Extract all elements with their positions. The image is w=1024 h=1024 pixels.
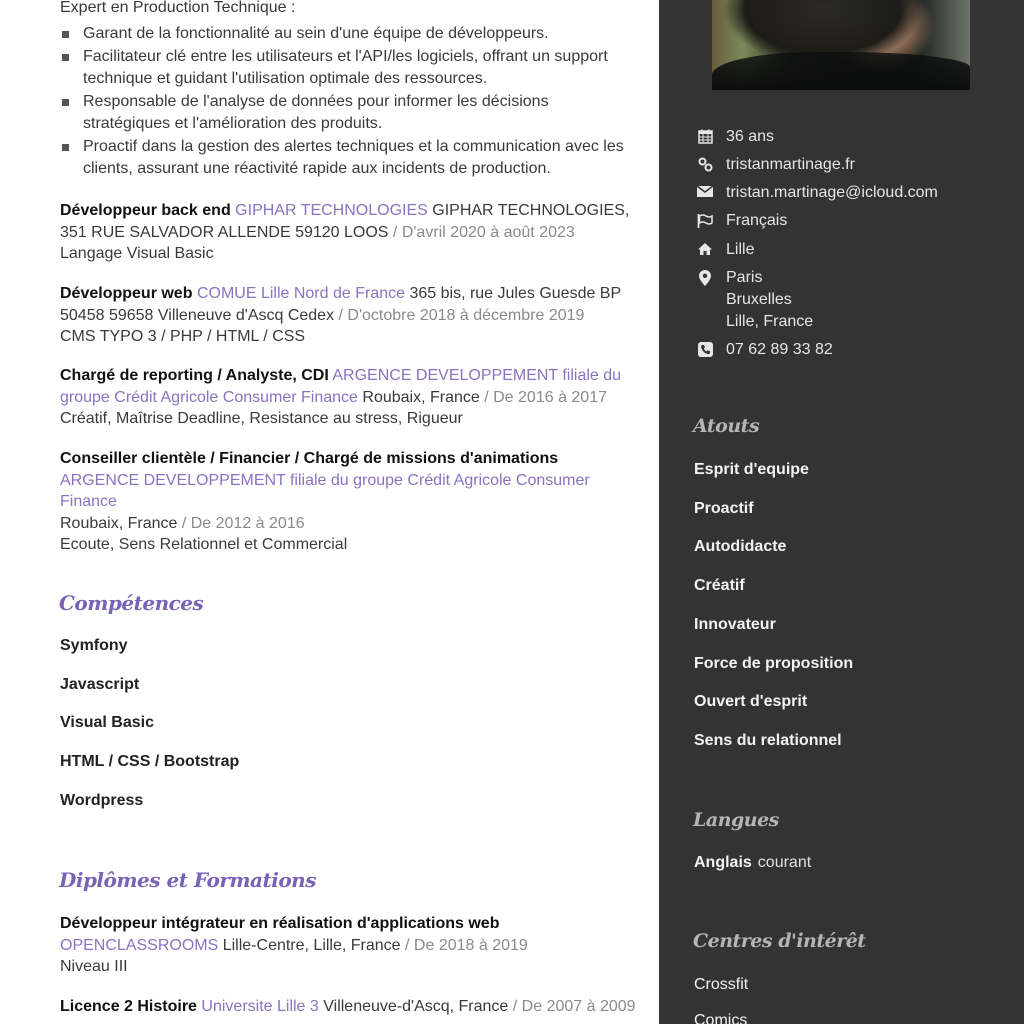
job-details: CMS TYPO 3 / PHP / HTML / CSS: [60, 328, 306, 345]
profile-photo: [712, 0, 970, 90]
square-bullet-icon: [62, 144, 69, 151]
atout-item: Esprit d'equipe: [694, 461, 809, 478]
language-item: [694, 854, 811, 872]
job-details: Ecoute, Sens Relationnel et Commercial: [60, 536, 348, 553]
job-org-link[interactable]: GIPHAR TECHNOLOGIES: [235, 202, 428, 219]
phone-icon: [697, 342, 713, 358]
job-org-link[interactable]: COMUE Lille Nord de France: [196, 285, 406, 302]
job-location: GIPHAR TECHNOLOGIES, 351 RUE SALVADOR ALLENDE 59120 LOOS: [60, 202, 630, 241]
language-level: courant: [757, 854, 812, 871]
school-link[interactable]: Universite Lille 3: [201, 998, 319, 1015]
experience-item: [60, 283, 640, 348]
skills-section-title: Compétences: [59, 591, 204, 615]
skill-item: Visual Basic: [60, 714, 154, 731]
job-details: Langage Visual Basic: [60, 245, 214, 262]
atout-item: Proactif: [694, 500, 754, 517]
square-bullet-icon: [62, 31, 69, 38]
contact-locations: [697, 267, 997, 337]
experience-item: [60, 365, 640, 430]
map-marker-icon: [697, 270, 713, 286]
intro-bullet: Responsable de l'analyse de données pour informer les décisions stratégiques et l'amélioration des produits.: [60, 91, 640, 136]
flag-icon: [697, 213, 713, 229]
langues-section-title: Langues: [693, 809, 779, 831]
degree-details: Niveau III: [60, 958, 128, 975]
job-org-link[interactable]: ARGENCE DEVELOPPEMENT filiale du groupe Crédit Agricole Consumer Finance: [60, 471, 590, 510]
intro-bullet: Proactif dans la gestion des alertes techniques et la communication avec les clients, assurant une réactivité rapide aux incidents de production.: [60, 136, 640, 181]
intro-bullet: Facilitateur clé entre les utilisateurs et l'API/les logiciels, offrant un support technique et guidant l'utilisation optimale des ressources.: [60, 46, 640, 91]
location-item: Bruxelles: [726, 291, 792, 308]
education-section-title: Diplômes et Formations: [59, 868, 316, 892]
degree-date: / De 2018 à 2019: [405, 936, 528, 954]
job-date: / D'octobre 2018 à décembre 2019: [338, 306, 585, 324]
job-location: 365 bis, rue Jules Guesde BP 50458 59658 Villeneuve d'Ascq Cedex: [60, 285, 621, 324]
skill-item: Wordpress: [60, 792, 144, 809]
interest-item: Crossfit: [694, 976, 749, 993]
school-location: Villeneuve-d'Ascq, France: [323, 998, 509, 1015]
location-item: Lille, France: [726, 313, 814, 330]
skill-item: HTML / CSS / Bootstrap: [60, 753, 240, 770]
skill-item: Symfony: [60, 637, 128, 654]
interets-section-title: Centres d'intérêt: [693, 930, 866, 952]
job-title: Développeur back end: [60, 202, 231, 219]
calendar-icon: [697, 129, 713, 145]
interest-item: Comics: [694, 1012, 748, 1024]
degree-date: / De 2007 à 2009: [512, 998, 636, 1015]
atouts-section-title: Atouts: [693, 415, 760, 437]
experience-item: [60, 448, 640, 556]
school-location: Lille-Centre, Lille, France: [222, 936, 401, 954]
school-link[interactable]: OPENCLASSROOMS: [60, 936, 219, 954]
education-item: [60, 996, 640, 1018]
education-item: [60, 913, 640, 978]
language-name: Anglais: [694, 854, 752, 871]
job-location: Roubaix, France: [60, 514, 178, 532]
atout-item: Créatif: [694, 577, 745, 594]
skill-item: Javascript: [60, 676, 140, 693]
job-org-link[interactable]: ARGENCE DEVELOPPEMENT filiale du groupe Crédit Agricole Consumer Finance: [60, 367, 622, 406]
job-date: / De 2016 à 2017: [484, 388, 607, 406]
degree-title: Licence 2 Histoire: [60, 998, 197, 1015]
intro-bullet: Garant de la fonctionnalité au sein d'une équipe de développeurs.: [60, 23, 640, 46]
envelope-icon: [697, 185, 713, 201]
job-details: Créatif, Maîtrise Deadline, Resistance au stress, Rigueur: [60, 410, 463, 427]
atout-item: Autodidacte: [694, 538, 787, 555]
intro-block: [60, 0, 640, 181]
square-bullet-icon: [62, 54, 69, 61]
job-date: / D'avril 2020 à août 2023: [392, 223, 575, 241]
job-title: Développeur web: [60, 285, 193, 302]
job-title: Chargé de reporting / Analyste, CDI: [60, 367, 329, 384]
photo-shirt: [712, 52, 970, 90]
link-icon: [697, 157, 713, 173]
atout-item: Force de proposition: [694, 655, 854, 672]
job-title: Conseiller clientèle / Financier / Chargé de missions d'animations: [60, 450, 559, 467]
job-location: Roubaix, France: [362, 388, 480, 406]
intro-bullet-list: [60, 23, 640, 181]
experience-item: [60, 200, 640, 265]
atout-item: Sens du relationnel: [694, 732, 842, 749]
job-date: / De 2012 à 2016: [181, 514, 305, 532]
atout-item: Innovateur: [694, 616, 776, 633]
location-item: Paris: [726, 269, 763, 286]
square-bullet-icon: [62, 99, 69, 106]
degree-title: Développeur intégrateur en réalisation d'applications web: [60, 915, 500, 932]
intro-heading: Expert en Production Technique :: [60, 0, 296, 16]
atout-item: Ouvert d'esprit: [694, 693, 808, 710]
home-icon: [697, 242, 713, 258]
